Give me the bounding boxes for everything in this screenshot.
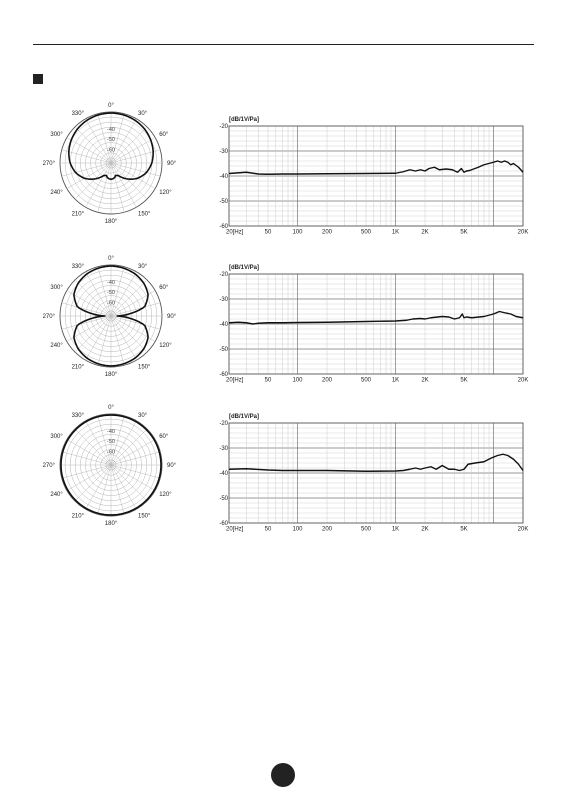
polar-spoke — [111, 465, 124, 514]
polar-angle-label: 330° — [71, 264, 84, 270]
polar-angle-label: 0° — [108, 405, 114, 412]
polar-angle-label: 150° — [138, 211, 151, 218]
polar-angle-label: 0° — [108, 103, 114, 110]
y-tick-label: -30 — [219, 297, 228, 303]
polar-plot-figure-8 — [43, 256, 177, 378]
y-tick-label: -40 — [219, 471, 228, 477]
x-tick-label: 20K — [517, 526, 529, 533]
polar-angle-label: 240° — [50, 343, 63, 350]
x-tick-label: 200 — [321, 377, 333, 384]
y-tick-label: -30 — [219, 446, 228, 452]
polar-angle-label: 0° — [108, 256, 114, 263]
polar-angle-label: 150° — [138, 513, 151, 520]
polar-plot-cardioid — [43, 103, 177, 225]
x-tick-label: 5K — [460, 377, 468, 384]
x-tick-label: 1K — [391, 526, 400, 533]
x-tick-label: 20[Hz] — [226, 526, 244, 533]
polar-spoke — [86, 163, 112, 207]
y-tick-label: -50 — [219, 496, 228, 502]
polar-spoke — [86, 316, 112, 360]
polar-angle-label: 120° — [159, 343, 172, 350]
frequency-response-chart-2 — [219, 265, 528, 384]
polar-spoke — [67, 465, 111, 491]
x-tick-label: 50 — [264, 377, 272, 384]
x-tick-label: 2K — [421, 526, 429, 533]
polar-ring-label: -40 — [107, 279, 115, 286]
polar-spoke — [111, 316, 124, 365]
polar-spoke — [86, 465, 112, 509]
polar-angle-label: 300° — [50, 434, 63, 441]
polar-angle-label: 90° — [167, 314, 177, 321]
polar-spoke — [62, 465, 111, 478]
x-tick-label: 100 — [292, 526, 303, 533]
polar-spoke — [62, 316, 111, 329]
polar-spoke — [111, 163, 137, 207]
y-tick-label: -40 — [219, 174, 228, 180]
polar-angle-label: 90° — [167, 161, 177, 168]
polar-spoke — [111, 452, 160, 465]
x-tick-label: 20K — [517, 229, 529, 236]
polar-angle-label: 330° — [71, 111, 84, 117]
polar-angle-label: 60° — [159, 434, 169, 441]
polar-angle-label: 120° — [159, 190, 172, 197]
polar-spoke — [62, 452, 111, 465]
polar-angle-label: 150° — [138, 364, 151, 371]
polar-angle-label: 30° — [138, 413, 148, 419]
x-tick-label: 1K — [391, 229, 400, 236]
polar-angle-label: 210° — [71, 513, 84, 520]
polar-ring-label: -50 — [107, 439, 115, 446]
x-tick-label: 100 — [292, 377, 303, 384]
polar-spoke — [111, 316, 137, 360]
polar-angle-label: 60° — [159, 132, 169, 139]
x-tick-label: 100 — [292, 229, 303, 236]
polar-angle-label: 180° — [104, 219, 118, 226]
polar-spoke — [62, 163, 111, 176]
y-tick-label: -40 — [219, 322, 228, 328]
polar-angle-label: 240° — [50, 190, 63, 197]
polar-angle-label: 30° — [138, 111, 148, 117]
polar-angle-label: 120° — [159, 492, 172, 499]
polar-angle-label: 90° — [167, 463, 177, 470]
y-tick-label: -20 — [219, 272, 228, 278]
y-tick-label: -60 — [219, 372, 228, 378]
polar-ring-label: -60 — [107, 147, 115, 154]
y-tick-label: -60 — [219, 521, 228, 527]
page-number — [271, 763, 295, 787]
polar-angle-label: 30° — [138, 264, 148, 270]
polar-spoke — [111, 163, 124, 212]
x-tick-label: 20[Hz] — [226, 229, 244, 236]
polar-spoke — [98, 316, 111, 365]
x-tick-label: 500 — [360, 377, 372, 384]
polar-spoke — [67, 440, 111, 466]
x-tick-label: 5K — [460, 229, 468, 236]
polar-angle-label: 210° — [71, 211, 84, 218]
polar-spoke — [67, 138, 111, 164]
polar-spoke — [62, 303, 111, 316]
polar-angle-label: 270° — [42, 463, 55, 470]
x-tick-label: 50 — [264, 526, 272, 533]
polar-ring-label: -60 — [107, 449, 115, 456]
x-tick-label: 2K — [421, 377, 429, 384]
polar-spoke — [111, 465, 137, 509]
polar-spoke — [111, 138, 155, 164]
polar-spoke — [111, 440, 155, 466]
polar-ring-label: -40 — [107, 428, 115, 435]
x-tick-label: 20K — [517, 377, 529, 384]
polar-angle-label: 180° — [104, 521, 118, 528]
polar-ring-label: -40 — [107, 126, 115, 133]
y-tick-label: -20 — [219, 421, 228, 427]
y-tick-label: -50 — [219, 199, 228, 205]
polar-angle-label: 240° — [50, 492, 63, 499]
x-tick-label: 20[Hz] — [226, 377, 244, 384]
y-tick-label: -30 — [219, 149, 228, 155]
polar-ring-label: -50 — [107, 137, 115, 144]
polar-angle-label: 300° — [50, 285, 63, 292]
response-curve-1 — [229, 312, 523, 325]
polar-angle-label: 330° — [71, 413, 84, 419]
x-tick-label: 1K — [391, 377, 400, 384]
chart-unit-label: [dB/1V/Pa] — [229, 117, 260, 123]
x-tick-label: 200 — [321, 229, 333, 236]
response-curve-1 — [229, 454, 523, 471]
polar-angle-label: 210° — [71, 364, 84, 371]
polar-spoke — [111, 163, 160, 176]
x-tick-label: 500 — [360, 526, 372, 533]
polar-spoke — [111, 465, 160, 478]
polar-ring-label: -50 — [107, 290, 115, 297]
polar-spoke — [111, 303, 160, 316]
x-tick-label: 5K — [460, 526, 468, 533]
y-tick-label: -60 — [219, 224, 228, 230]
polar-spoke — [111, 465, 155, 491]
x-tick-label: 200 — [321, 526, 333, 533]
x-tick-label: 50 — [264, 229, 272, 236]
frequency-response-chart-1 — [219, 117, 528, 236]
polar-angle-label: 270° — [42, 161, 55, 168]
polar-spoke — [98, 465, 111, 514]
x-tick-label: 500 — [360, 229, 372, 236]
y-tick-label: -50 — [219, 347, 228, 353]
polar-plot-omnidirectional — [43, 405, 177, 527]
polar-spoke — [98, 163, 111, 212]
polar-angle-label: 60° — [159, 285, 169, 292]
polar-ring-label: -60 — [107, 300, 115, 307]
chart-unit-label: [dB/1V/Pa] — [229, 414, 260, 420]
response-curve-1 — [229, 161, 523, 174]
polar-angle-label: 180° — [104, 372, 118, 379]
chart-unit-label: [dB/1V/Pa] — [229, 265, 260, 271]
polar-angle-label: 270° — [42, 314, 55, 321]
polar-angle-label: 300° — [50, 132, 63, 139]
y-tick-label: -20 — [219, 124, 228, 130]
polar-spoke — [111, 316, 160, 329]
x-tick-label: 2K — [421, 229, 429, 236]
frequency-response-chart-3 — [219, 414, 528, 533]
